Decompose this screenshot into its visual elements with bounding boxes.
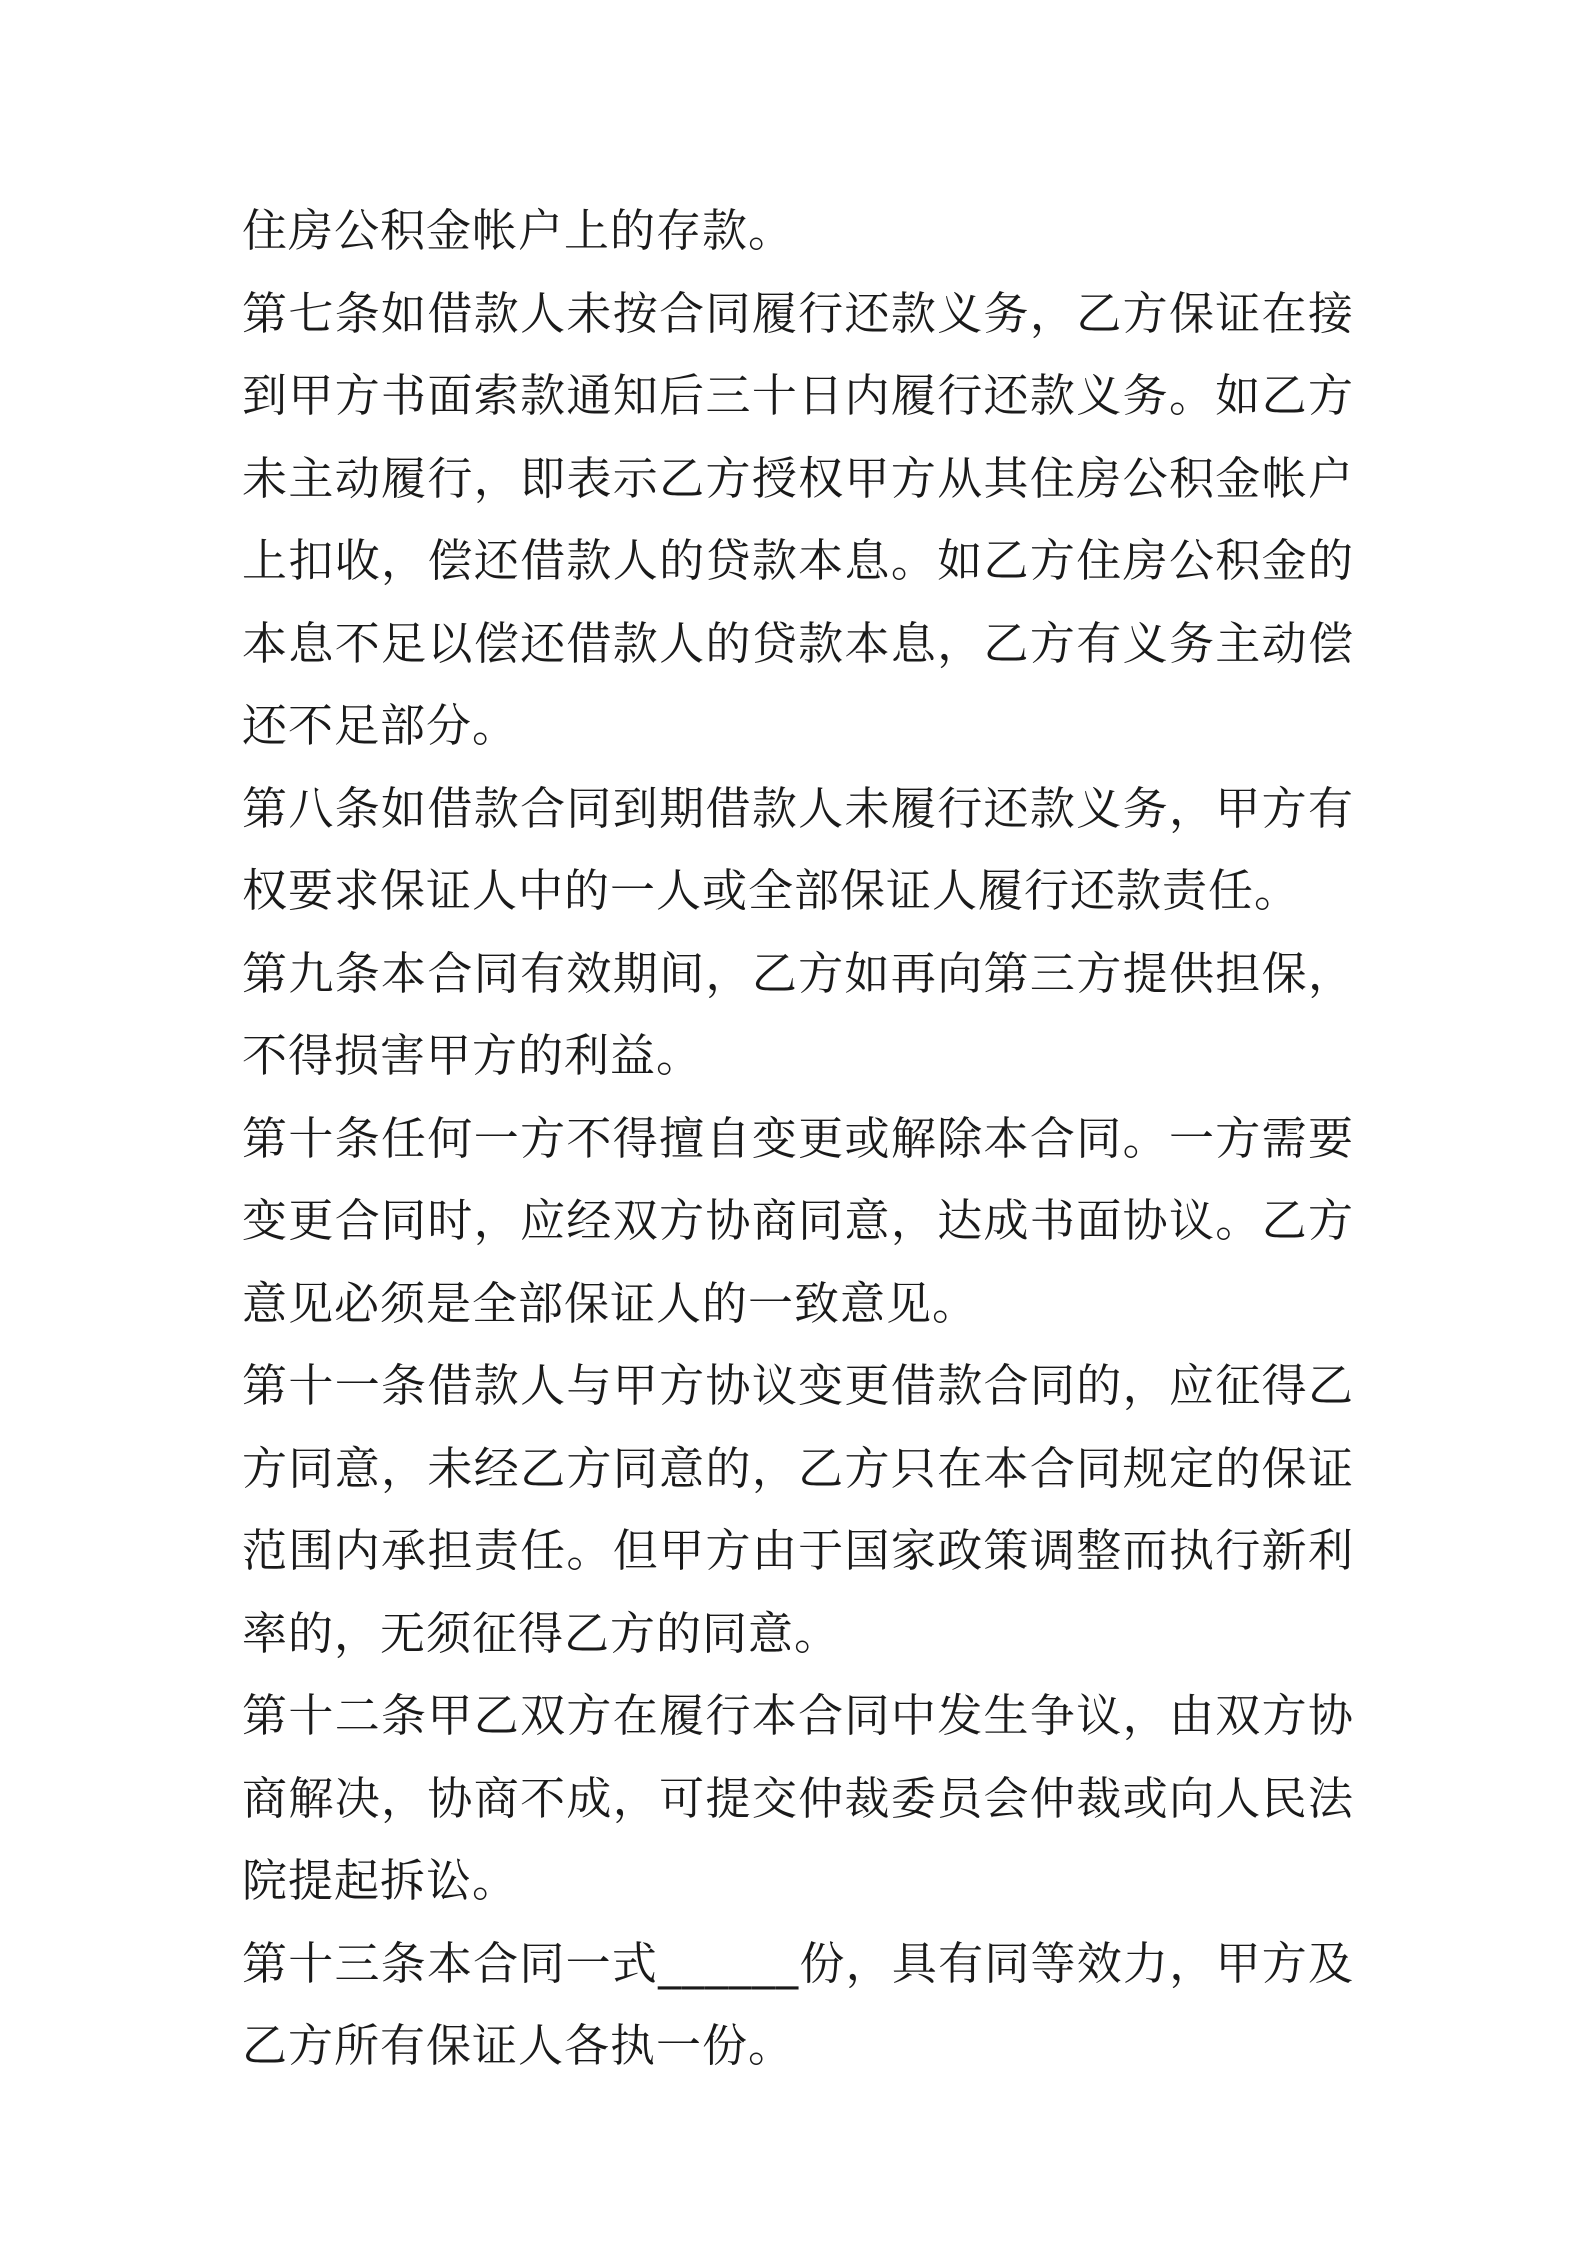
paragraph-article-7: 第七条如借款人未按合同履行还款义务，乙方保证在接到甲方书面索款通知后三十日内履行还款义务。如乙方未主动履行，即表示乙方授权甲方从其住房公积金帐户上扣收，偿还借款人的贷款本息。如乙方住房公积金的本息不足以偿还借款人的贷款本息，乙方有义务主动偿还不足部分。: [242, 286, 1354, 752]
document-page: [242, 190, 1354, 2088]
paragraph-account-deposit: 住房公积金帐户上的存款。: [242, 204, 795, 257]
paragraph-article-9: 第九条本合同有效期间，乙方如再向第三方提供担保，不得损害甲方的利益。: [242, 946, 1354, 1082]
paragraph-article-13: 第十三条本合同一式______份，具有同等效力，甲方及乙方所有保证人各执一份。: [242, 1936, 1354, 2072]
paragraph-article-10: 第十条任何一方不得擅自变更或解除本合同。一方需要变更合同时，应经双方协商同意，达成书面协议。乙方意见必须是全部保证人的一致意见。: [242, 1111, 1354, 1330]
paragraph-article-11: 第十一条借款人与甲方协议变更借款合同的，应征得乙方同意，未经乙方同意的，乙方只在本合同规定的保证范围内承担责任。但甲方由于国家政策调整而执行新利率的，无须征得乙方的同意。: [242, 1359, 1354, 1660]
paragraph-article-8: 第八条如借款合同到期借款人未履行还款义务，甲方有权要求保证人中的一人或全部保证人履行还款责任。: [242, 781, 1354, 917]
paragraph-article-12: 第十二条甲乙双方在履行本合同中发生争议，由双方协商解决，协商不成，可提交仲裁委员会仲裁或向人民法院提起拆讼。: [242, 1689, 1354, 1907]
